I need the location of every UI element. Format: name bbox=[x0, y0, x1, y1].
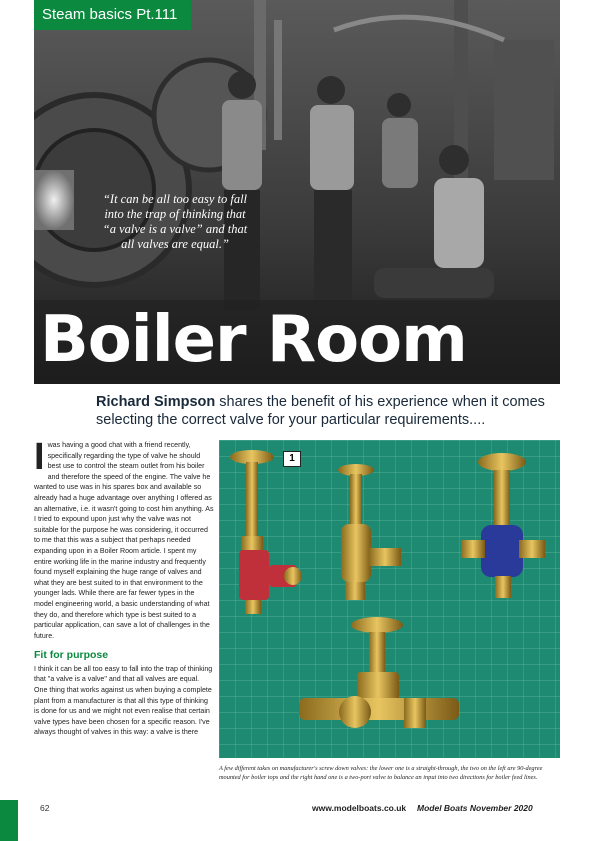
paragraph-2: I think it can be all too easy to fall into the trap of thinking that "a valve is a valve" and that all valves are equal. One thing that works against us when buying a complete plant from a manufacturer is that all this type of thinking is done for us and we might not even realise that certain valve types have been chosen for a specific reason. I've always thought of valves in this way: a valve is there bbox=[34, 664, 213, 737]
issue-label: Model Boats November 2020 bbox=[417, 803, 533, 813]
paragraph-1-text: was having a good chat with a friend recently, specifically regarding the type of valve he should best use to control the steam outlet from his boiler and therefore the speed of the engine. The valve he wanted to use was in his spares box and available so already had a huge advantage over anything I offered as an alternative, i.e. it wasn't going to cost him anything. As I tried to expound upon just why the valve was not suitable for the purpose he was considering, it occurred to me that this was a subject that perhaps needed expanding upon in a Boiler Room article. I spent my entire working life in the marine industry and frequently found myself explaining the huge range of valves and what they are best suited to in that environment to the younger lads. While there are far fewer types in the model engineering world, a basic understanding of what they do, and therefore which type is best suited to a particular application, can save a lot of challenges in the future. bbox=[34, 441, 214, 640]
paragraph-1 bbox=[34, 436, 214, 641]
figure-caption: A few different takes on manufacturer's screw down valves: the lower one is a straight-through, the two on the left are 90-degree mounted for boiler tops and the right hand one is a two-port valve to balance an input into two directions for boiler feed lines. bbox=[219, 765, 543, 781]
pull-quote: “It can be all too easy to fall into the trap of thinking that “a valve is a valve” and that all valves are equal.” bbox=[102, 192, 248, 251]
headline: Boiler Room bbox=[40, 303, 467, 377]
body-column bbox=[34, 436, 214, 738]
standfirst-text: shares the benefit of his experience when it comes selecting the correct valve for your particular requirements.... bbox=[96, 394, 545, 428]
website-link[interactable]: www.modelboats.co.uk bbox=[312, 803, 407, 813]
author-name: Richard Simpson bbox=[96, 394, 216, 410]
standfirst bbox=[96, 393, 561, 429]
footer-accent-bar bbox=[0, 800, 18, 841]
series-tag: Steam basics Pt.111 bbox=[34, 0, 191, 30]
page-number: 62 bbox=[40, 803, 50, 813]
valves-photo bbox=[219, 440, 560, 758]
figure-number: 1 bbox=[283, 451, 301, 467]
drop-cap: I bbox=[34, 436, 45, 478]
valves-image bbox=[219, 440, 560, 758]
subheading: Fit for purpose bbox=[34, 649, 109, 662]
